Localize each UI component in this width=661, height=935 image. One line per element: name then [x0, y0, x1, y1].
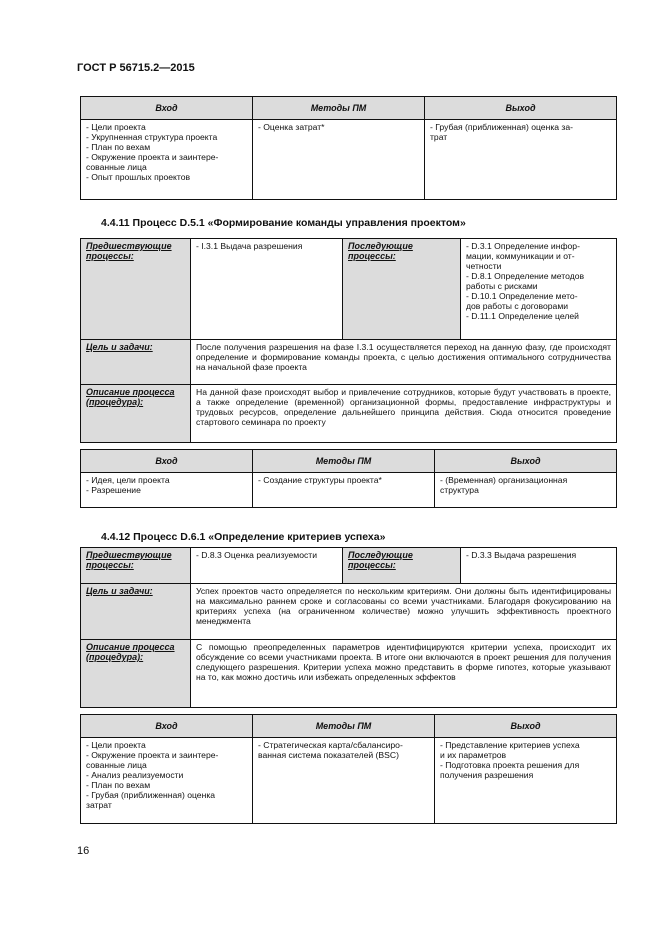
list-item: работы с рисками	[466, 281, 538, 291]
methods-header: Методы ПМ	[253, 715, 435, 738]
input-header: Вход	[81, 450, 253, 473]
list-item: - Укрупненная структура проекта	[86, 132, 218, 142]
input-cell	[81, 473, 253, 508]
list-item: затрат	[86, 800, 112, 810]
list-item: - Анализ реализуемости	[86, 770, 184, 780]
list-item: - Подготовка проекта решения для	[440, 760, 580, 770]
list-item: - Стратегическая карта/сбалансиро-	[258, 740, 403, 750]
list-item: мации, коммуникации и от-	[466, 251, 575, 261]
output-header: Выход	[435, 715, 617, 738]
list-item: - Разрешение	[86, 485, 141, 495]
list-item: ванная система показателей (BSC)	[258, 750, 399, 760]
predecessors-cell	[191, 548, 343, 584]
goal-label: Цель и задачи:	[81, 584, 191, 640]
input-header: Вход	[81, 97, 253, 120]
list-item: - D.3.1 Определение инфор-	[466, 241, 580, 251]
input-cell	[81, 120, 253, 200]
output-cell	[435, 473, 617, 508]
output-header: Выход	[435, 450, 617, 473]
list-item: - D.10.1 Определение мето-	[466, 291, 578, 301]
input-cell	[81, 738, 253, 824]
description-text: На данной фазе происходят выбор и привлечение сотрудников, которые будут участвовать в проекте, а также определение (временной) организационной формы, предоставление инфраструктуры и трудовых ресурсов, определение дальнейшего принципа действия. Сюда относится проведение стартового семинара по проекту	[191, 385, 617, 443]
predecessors-label: Предшествующие процессы:	[81, 548, 191, 584]
goal-text: После получения разрешения на фазе I.3.1 осуществляется переход на данную фазу, где происходят определение и формирование команды проекта, с целью достижения оптимального сотрудничества на начальной фазе проекта	[191, 340, 617, 385]
list-item: - Грубая (приближенная) оценка за-	[430, 122, 574, 132]
list-item: - Окружение проекта и заинтере-	[86, 750, 219, 760]
list-item: - Создание структуры проекта*	[258, 475, 382, 485]
list-item: - План по вехам	[86, 142, 151, 152]
list-item: и их параметров	[440, 750, 507, 760]
list-item: - (Временная) организационная	[440, 475, 568, 485]
list-item: - Опыт прошлых проектов	[86, 172, 191, 182]
list-item: - D.3.3 Выдача разрешения	[466, 550, 577, 560]
methods-cell	[253, 120, 425, 200]
successors-cell	[461, 239, 617, 340]
io-table-top	[80, 96, 617, 200]
list-item: - Цели проекта	[86, 740, 146, 750]
list-item: получения разрешения	[440, 770, 534, 780]
description-text: С помощью преопределенных параметров идентифицируются критерии успеха, происходит их обсуждение со всеми участниками проекта. В итоге они включаются в проект решения для получения следующего разрешения. Критерии успеха можно представить в форме гипотез, которые указывают на то, как можно достичь или избежать определенных эффектов	[191, 640, 617, 708]
successors-label: Последующие процессы:	[343, 548, 461, 584]
document-header: ГОСТ Р 56715.2—2015	[77, 62, 195, 74]
methods-header: Методы ПМ	[253, 450, 435, 473]
methods-cell	[253, 473, 435, 508]
goal-label: Цель и задачи:	[81, 340, 191, 385]
list-item: - Идея, цели проекта	[86, 475, 170, 485]
successors-label: Последующие процессы:	[343, 239, 461, 340]
list-item: - Оценка затрат*	[258, 122, 325, 132]
io-table-2	[80, 714, 617, 824]
list-item: - I.3.1 Выдача разрешения	[196, 241, 303, 251]
list-item: - Представление критериев успеха	[440, 740, 580, 750]
output-cell	[435, 738, 617, 824]
process-table-1	[80, 238, 617, 443]
goal-text: Успех проектов часто определяется по нескольким критериям. Они должны быть идентифицированы на максимально раннем сроке и согласованы со всеми участниками. Благодаря фокусированию на критериях успеха (на ограниченном количестве) можно улучшить эффективность проектного менеджмента	[191, 584, 617, 640]
methods-header: Методы ПМ	[253, 97, 425, 120]
list-item: сованные лица	[86, 162, 147, 172]
list-item: - Грубая (приближенная) оценка	[86, 790, 216, 800]
list-item: - D.8.3 Оценка реализуемости	[196, 550, 318, 560]
output-header: Выход	[425, 97, 617, 120]
output-cell	[425, 120, 617, 200]
predecessors-label: Предшествующие процессы:	[81, 239, 191, 340]
list-item: дов работы с договорами	[466, 301, 569, 311]
list-item: - План по вехам	[86, 780, 151, 790]
list-item: трат	[430, 132, 448, 142]
description-label: Описание процесса (процедура):	[81, 640, 191, 708]
predecessors-cell	[191, 239, 343, 340]
section-title: 4.4.11 Процесс D.5.1 «Формирование команды управления проектом»	[101, 217, 466, 229]
section-title: 4.4.12 Процесс D.6.1 «Определение критериев успеха»	[101, 531, 386, 543]
list-item: структура	[440, 485, 479, 495]
list-item: - Цели проекта	[86, 122, 146, 132]
process-table-2	[80, 547, 617, 708]
list-item: - D.11.1 Определение целей	[466, 311, 579, 321]
io-table-1	[80, 449, 617, 508]
successors-cell	[461, 548, 617, 584]
list-item: - Окружение проекта и заинтере-	[86, 152, 219, 162]
methods-cell	[253, 738, 435, 824]
list-item: - D.8.1 Определение методов	[466, 271, 585, 281]
list-item: сованные лица	[86, 760, 147, 770]
description-label: Описание процесса (процедура):	[81, 385, 191, 443]
page-number: 16	[77, 845, 90, 857]
list-item: четности	[466, 261, 502, 271]
input-header: Вход	[81, 715, 253, 738]
